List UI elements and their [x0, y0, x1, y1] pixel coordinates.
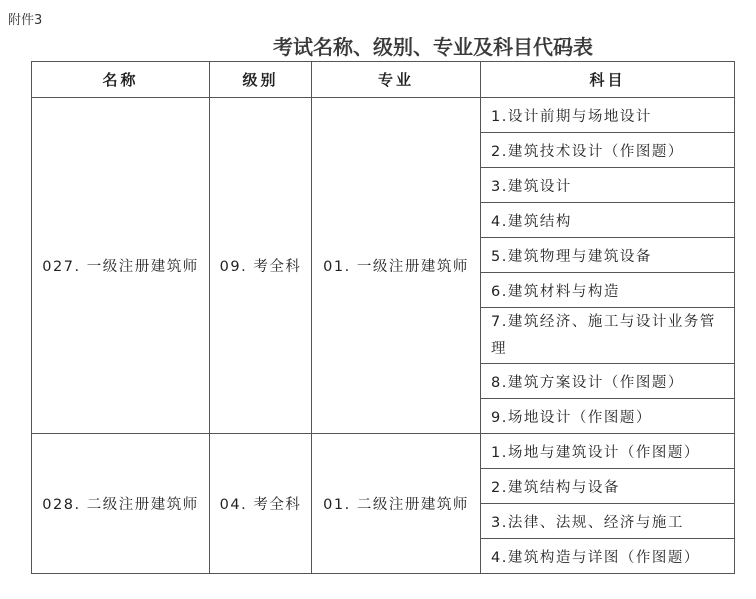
- subject-cell: 2.建筑技术设计（作图题）: [481, 133, 735, 168]
- header-major: 专业: [312, 62, 481, 98]
- subject-cell: 9.场地设计（作图题）: [481, 399, 735, 434]
- exam-major-cell: 01. 一级注册建筑师: [312, 98, 481, 434]
- header-name: 名称: [32, 62, 210, 98]
- subject-cell: 4.建筑结构: [481, 203, 735, 238]
- header-level: 级别: [210, 62, 312, 98]
- subject-cell: 1.设计前期与场地设计: [481, 98, 735, 133]
- exam-name-cell: 028. 二级注册建筑师: [32, 434, 210, 574]
- subject-cell: 6.建筑材料与构造: [481, 273, 735, 308]
- subject-cell: 4.建筑构造与详图（作图题）: [481, 539, 735, 574]
- exam-level-cell: 04. 考全科: [210, 434, 312, 574]
- subject-cell: 1.场地与建筑设计（作图题）: [481, 434, 735, 469]
- attachment-label: 附件3: [8, 13, 43, 28]
- subject-cell: 7.建筑经济、施工与设计业务管理: [481, 308, 735, 364]
- header-subject: 科目: [481, 62, 735, 98]
- table-row: [32, 434, 735, 469]
- subject-cell: 8.建筑方案设计（作图题）: [481, 364, 735, 399]
- exam-major-cell: 01. 二级注册建筑师: [312, 434, 481, 574]
- subject-cell: 3.法律、法规、经济与施工: [481, 504, 735, 539]
- exam-name-cell: 027. 一级注册建筑师: [32, 98, 210, 434]
- table-row: [32, 98, 735, 133]
- document-title: 考试名称、级别、专业及科目代码表: [273, 35, 593, 59]
- subject-cell: 5.建筑物理与建筑设备: [481, 238, 735, 273]
- subject-cell: 3.建筑设计: [481, 168, 735, 203]
- exam-level-cell: 09. 考全科: [210, 98, 312, 434]
- exam-code-table: [31, 61, 735, 574]
- subject-cell: 2.建筑结构与设备: [481, 469, 735, 504]
- table-header-row: [32, 62, 735, 98]
